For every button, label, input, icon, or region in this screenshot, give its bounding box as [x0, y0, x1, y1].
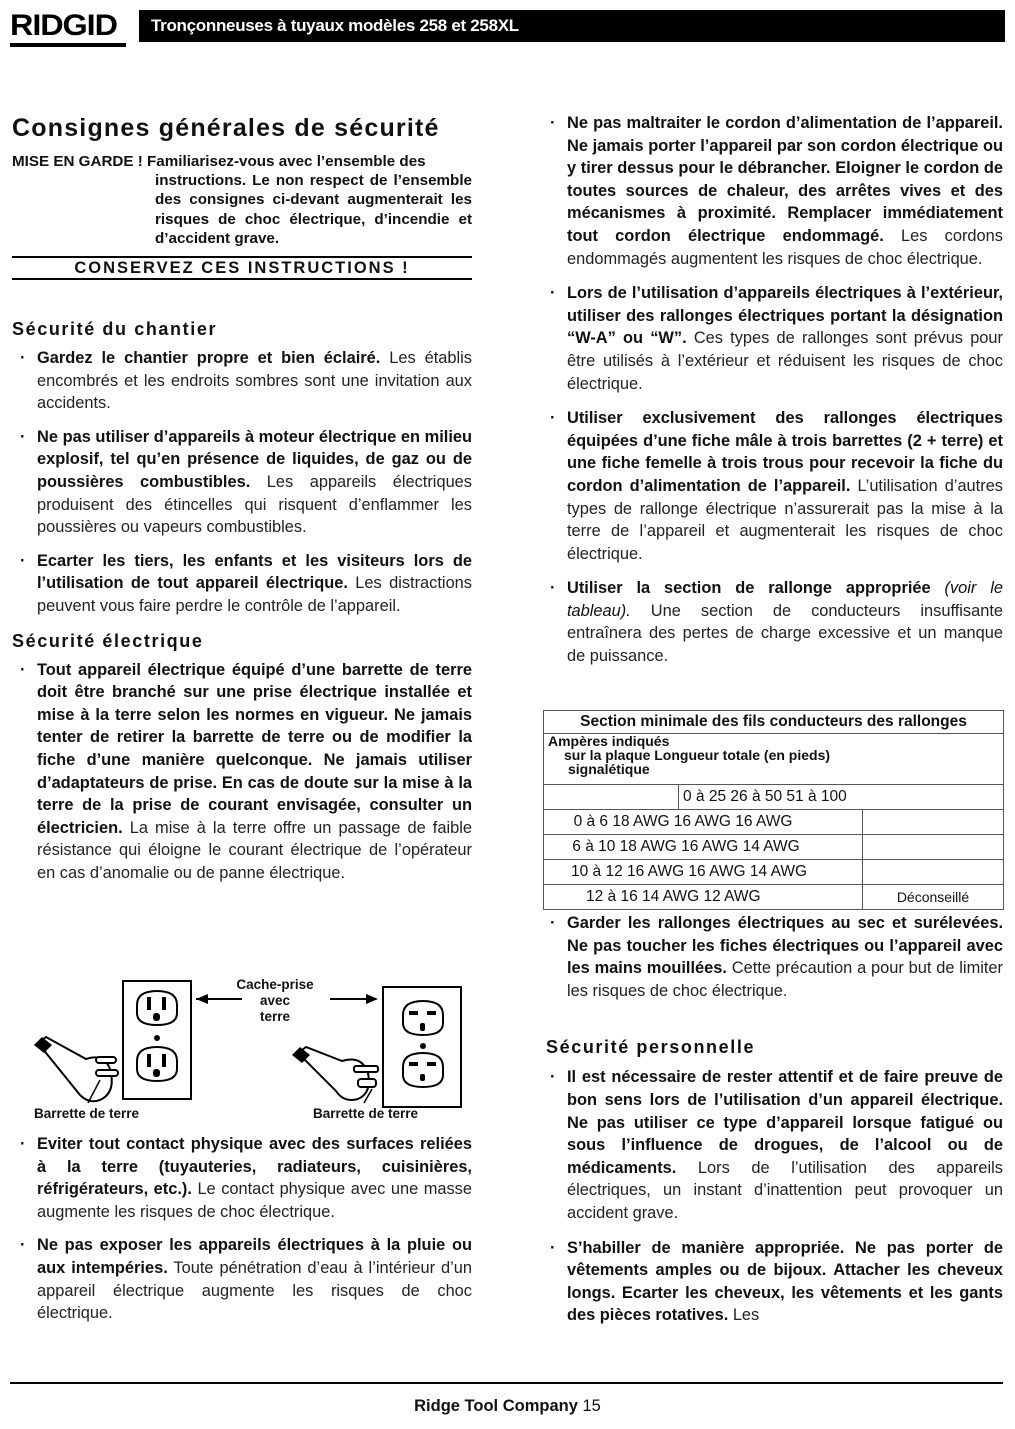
not-recommended-note: Déconseillé	[863, 885, 1004, 910]
right-column-bottom	[548, 912, 1003, 1327]
table-title: Section minimale des fils conducteurs des rallonges	[544, 711, 1004, 734]
table-row	[544, 785, 1004, 810]
left-column	[12, 112, 472, 884]
footer-divider	[10, 1382, 1003, 1384]
list-item: · Ne pas exposer les appareils électriques à la pluie ou aux intempéries. Toute pénétration d’eau à l’intérieur d’un appareil électrique augmente les risques de choc électrique.	[20, 1236, 472, 1323]
list-item: · Utiliser exclusivement des rallonges électriques équipées d’une fiche mâle à trois barrettes (2 + terre) et une fiche femelle à trois trous pour recevoir la fiche du cordon d’alimentation de l’appareil. L’utilisation d’autres types de rallonge électrique n’assurerait pas la mise à la terre de l’appareil et augmenterait les risques de choc électrique.	[550, 409, 1004, 563]
section-title-electrique: Sécurité électrique	[12, 630, 204, 651]
warning-text: instructions. Le non respect de l’ensemble des consignes ci-devant augmenterait les risques de choc électrique, d’incendie et d’accident grave.	[155, 172, 472, 247]
page-title: Consignes générales de sécurité	[12, 114, 440, 142]
table-row: 12 à 16 14 AWG 12 AWG Déconseillé	[544, 885, 1004, 910]
logo-text: RIDGID	[10, 9, 117, 42]
table-column-header: Ampères indiqués sur la plaque Longueur totale (en pieds) signalétique	[544, 734, 1004, 785]
list-item: · Ne pas maltraiter le cordon d’alimentation de l’appareil. Ne jamais porter l’appareil par son cordon électrique ou y tirer dessus pour le débrancher. Eloigner le cordon de toutes sources de chaleur, des arrêtes vives et des mécanismes à proximité. Remplacer immédiatement tout cordon électrique endommagé. Les cordons endommagés augmentent les risques de choc électrique.	[550, 114, 1003, 268]
list-item: · Tout appareil électrique équipé d’une barrette de terre doit être branché sur une prise électrique installée et mise à la terre selon les normes en vigueur. Ne jamais tenter de retirer la barrette de terre ou de modifier la fiche d’une manière quelconque. Ne jamais utiliser d’adaptateurs de prise. En cas de doute sur la mise à la terre de la prise de courant envisagée, consulter un électricien. La mise à la terre offre un passage de faible résistance qui éloigne le courant électrique de l’opérateur en cas d’anomalie ou de panne électrique.	[20, 660, 472, 882]
list-item: · Il est nécessaire de rester attentif et de faire preuve de bon sens lors de l’utilisation d’un appareil électrique. Ne pas utiliser ce type d’appareil lorsque fatigué ou sous l’influence de drogues, de l’alcool ou de médicaments. Lors de l’utilisation des appareils électriques, un instant d’inattention peut provoquer un accident grave.	[550, 1068, 1003, 1222]
footer-company: Ridge Tool Company	[414, 1397, 578, 1415]
table-row: 6 à 10 18 AWG 16 AWG 14 AWG	[544, 835, 1004, 860]
left-plug-label: Barrette de terre	[34, 1106, 140, 1121]
section-title-personnelle: Sécurité personnelle	[546, 1037, 756, 1058]
warning-text-first: Familiarisez-vous avec l’ensemble des	[147, 153, 426, 170]
page-header	[10, 10, 1005, 44]
list-item: · Eviter tout contact physique avec des surfaces reliées à la terre (tuyauteries, radiateurs, cuisinières, réfrigérateurs, etc.). Le contact physique avec une masse augmente les risques de choc électrique.	[20, 1135, 472, 1221]
right-plug-label: Barrette de terre	[313, 1106, 419, 1121]
document-title: Tronçonneuses à tuyaux modèles 258 et 258XL	[139, 10, 1005, 42]
extension-cord-table	[543, 710, 1004, 910]
ridgid-logo	[10, 9, 128, 44]
list-item: · Gardez le chantier propre et bien éclairé. Les établis encombrés et les endroits sombres sont une invitation aux accidents.	[20, 349, 472, 413]
list-item: · S’habiller de manière appropriée. Ne pas porter de vêtements amples ou de bijoux. Attacher les cheveux longs. Ecarter les cheveux, les vêtements et les gants des pièces rotatives. Les	[550, 1238, 1003, 1325]
conserve-banner: CONSERVEZ CES INSTRUCTIONS !	[12, 256, 472, 280]
table-row: 0 à 6 18 AWG 16 AWG 16 AWG	[544, 810, 1004, 835]
logo-underline	[10, 43, 126, 47]
warning-block	[12, 152, 472, 248]
length-header: 0 à 25 26 à 50 51 à 100	[679, 785, 1004, 810]
list-item: · Ecarter les tiers, les enfants et les visiteurs lors de l’utilisation de tout appareil électrique. Les distractions peuvent vous faire perdre le contrôle de l’appareil.	[20, 551, 472, 615]
list-item: · Ne pas utiliser d’appareils à moteur électrique en milieu explosif, tel qu’en présence de liquides, de gaz ou de poussières combustibles. Les appareils électriques produisent des étincelles qui risquent d’enflammer les poussières ou vapeurs combustibles.	[20, 427, 472, 537]
list-item: · Utiliser la section de rallonge appropriée (voir le tableau). Une section de conducteurs insuffisante entraînera des pertes de charge excessive et un manque de puissance.	[550, 579, 1003, 666]
left-column-bottom	[12, 1133, 472, 1325]
page-number: 15	[582, 1397, 601, 1415]
page-footer	[0, 1397, 1015, 1416]
list-item: · Garder les rallonges électriques au sec et surélevées. Ne pas toucher les fiches électriques ou l’appareil avec les mains mouillées. Cette précaution a pour but de limiter les risques de choc électrique.	[550, 914, 1003, 1000]
table-row: 10 à 12 16 AWG 16 AWG 14 AWG	[544, 860, 1004, 885]
grounded-outlet-figure	[20, 975, 470, 1125]
section-title-chantier: Sécurité du chantier	[12, 319, 218, 340]
callout-label: Cache-prise avec terre	[236, 977, 314, 1024]
warning-label: MISE EN GARDE !	[12, 153, 143, 170]
right-column	[548, 112, 1003, 668]
list-item: · Lors de l’utilisation d’appareils électriques à l’extérieur, utiliser des rallonges électriques portant la désignation “W-A” ou “W”. Ces types de rallonges sont prévus pour être utilisés à l’extérieur et réduisent les risques de choc électrique.	[550, 284, 1003, 393]
